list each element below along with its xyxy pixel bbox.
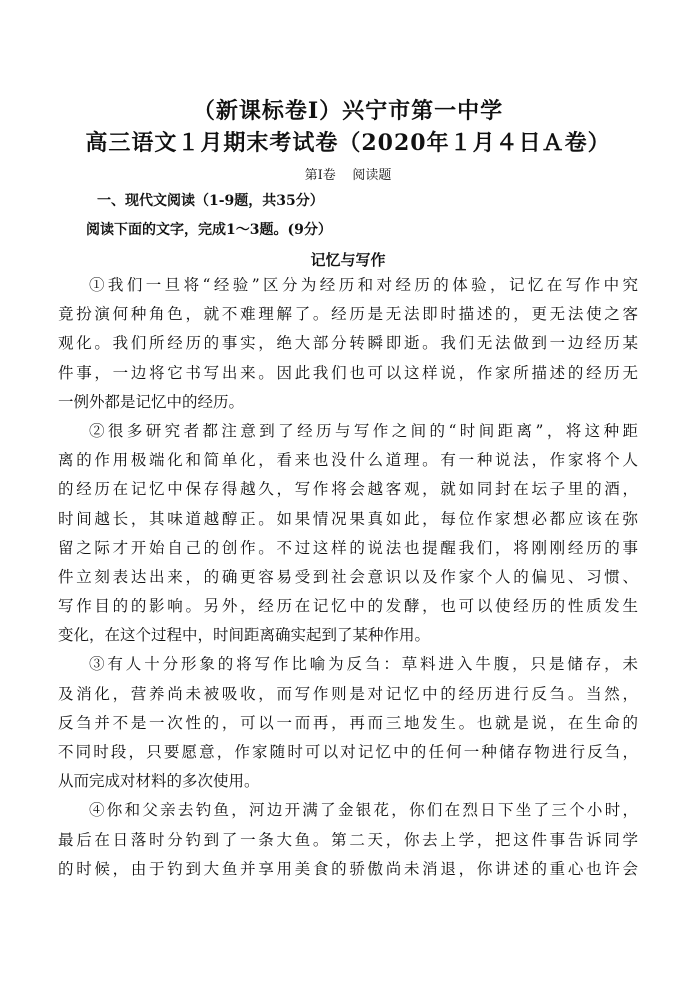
article-line: ②很多研究者都注意到了经历与写作之间的“时间距离”，将这种距: [89, 421, 638, 440]
article-line: 件事，一边将它书写出来。因此我们也可以这样说，作家所描述的经历无: [58, 363, 638, 382]
article-line: 件立刻表达出来，的确更容易受到社会意识以及作家个人的偏见、习惯、: [58, 567, 638, 586]
article-line: 时间越长，其味道越醇正。如果情况果真如此，每位作家想必都应该在弥: [58, 509, 638, 528]
article-line: 一例外都是记忆中的经历。: [58, 392, 245, 411]
article-body: [58, 271, 638, 884]
article-title: 记忆与写作: [310, 251, 386, 269]
article-line: 最后在日落时分钓到了一条大鱼。第二天，你去上学，把这件事告诉同学: [58, 830, 638, 849]
section-heading: 一、现代文阅读（1-9题，共35分）: [97, 193, 324, 209]
article-line: 写作目的的影响。另外，经历在记忆中的发酵，也可以使经历的性质发生: [58, 597, 638, 616]
article-line: 离的作用极端化和简单化，看来也没什么道理。有一种说法，作家将个人: [58, 451, 638, 470]
article-line: 反刍并不是一次性的，可以一而再，再而三地发生。也就是说，在生命的: [58, 713, 638, 732]
part-label: 第Ⅰ卷 阅读题: [304, 168, 392, 183]
section-instruction: 阅读下面的文字，完成1～3题。(9分）: [86, 222, 332, 238]
article-line: 变化，在这个过程中，时间距离确实起到了某种作用。: [58, 626, 431, 645]
article-line: 的经历在记忆中保存得越久，写作将会越客观，就如同封在坛子里的酒，: [58, 480, 638, 499]
article-line: 观化。我们所经历的事实，绝大部分转瞬即逝。我们无法做到一边经历某: [58, 334, 638, 353]
article-line: 及消化，营养尚未被吸收，而写作则是对记忆中的经历进行反刍。当然，: [58, 684, 638, 703]
article-line: ③有人十分形象的将写作比喻为反刍：草料进入牛腹，只是储存，未: [89, 655, 638, 674]
document-title-line2: 高三语文１月期末考试卷（2020年１月４日Ａ卷）: [85, 130, 611, 156]
article-line: 竟扮演何种角色，就不难理解了。经历是无法即时描述的，更无法使之客: [58, 305, 638, 324]
document-title-line1: （新课标卷Ⅰ）兴宁市第一中学: [192, 98, 504, 124]
article-line: ④你和父亲去钓鱼，河边开满了金银花，你们在烈日下坐了三个小时，: [89, 801, 638, 820]
article-line: 留之际才开始自己的创作。不过这样的说法也提醒我们，将刚刚经历的事: [58, 538, 638, 557]
article-line: 从而完成对材料的多次使用。: [58, 772, 260, 791]
article-line: 不同时段，只要愿意，作家随时可以对记忆中的任何一种储存物进行反刍，: [58, 743, 638, 761]
article-line: 的时候，由于钓到大鱼并享用美食的骄傲尚未消退，你讲述的重心也许会: [58, 859, 638, 878]
article-line: ①我们一旦将“经验”区分为经历和对经历的体验，记忆在写作中究: [89, 276, 638, 294]
